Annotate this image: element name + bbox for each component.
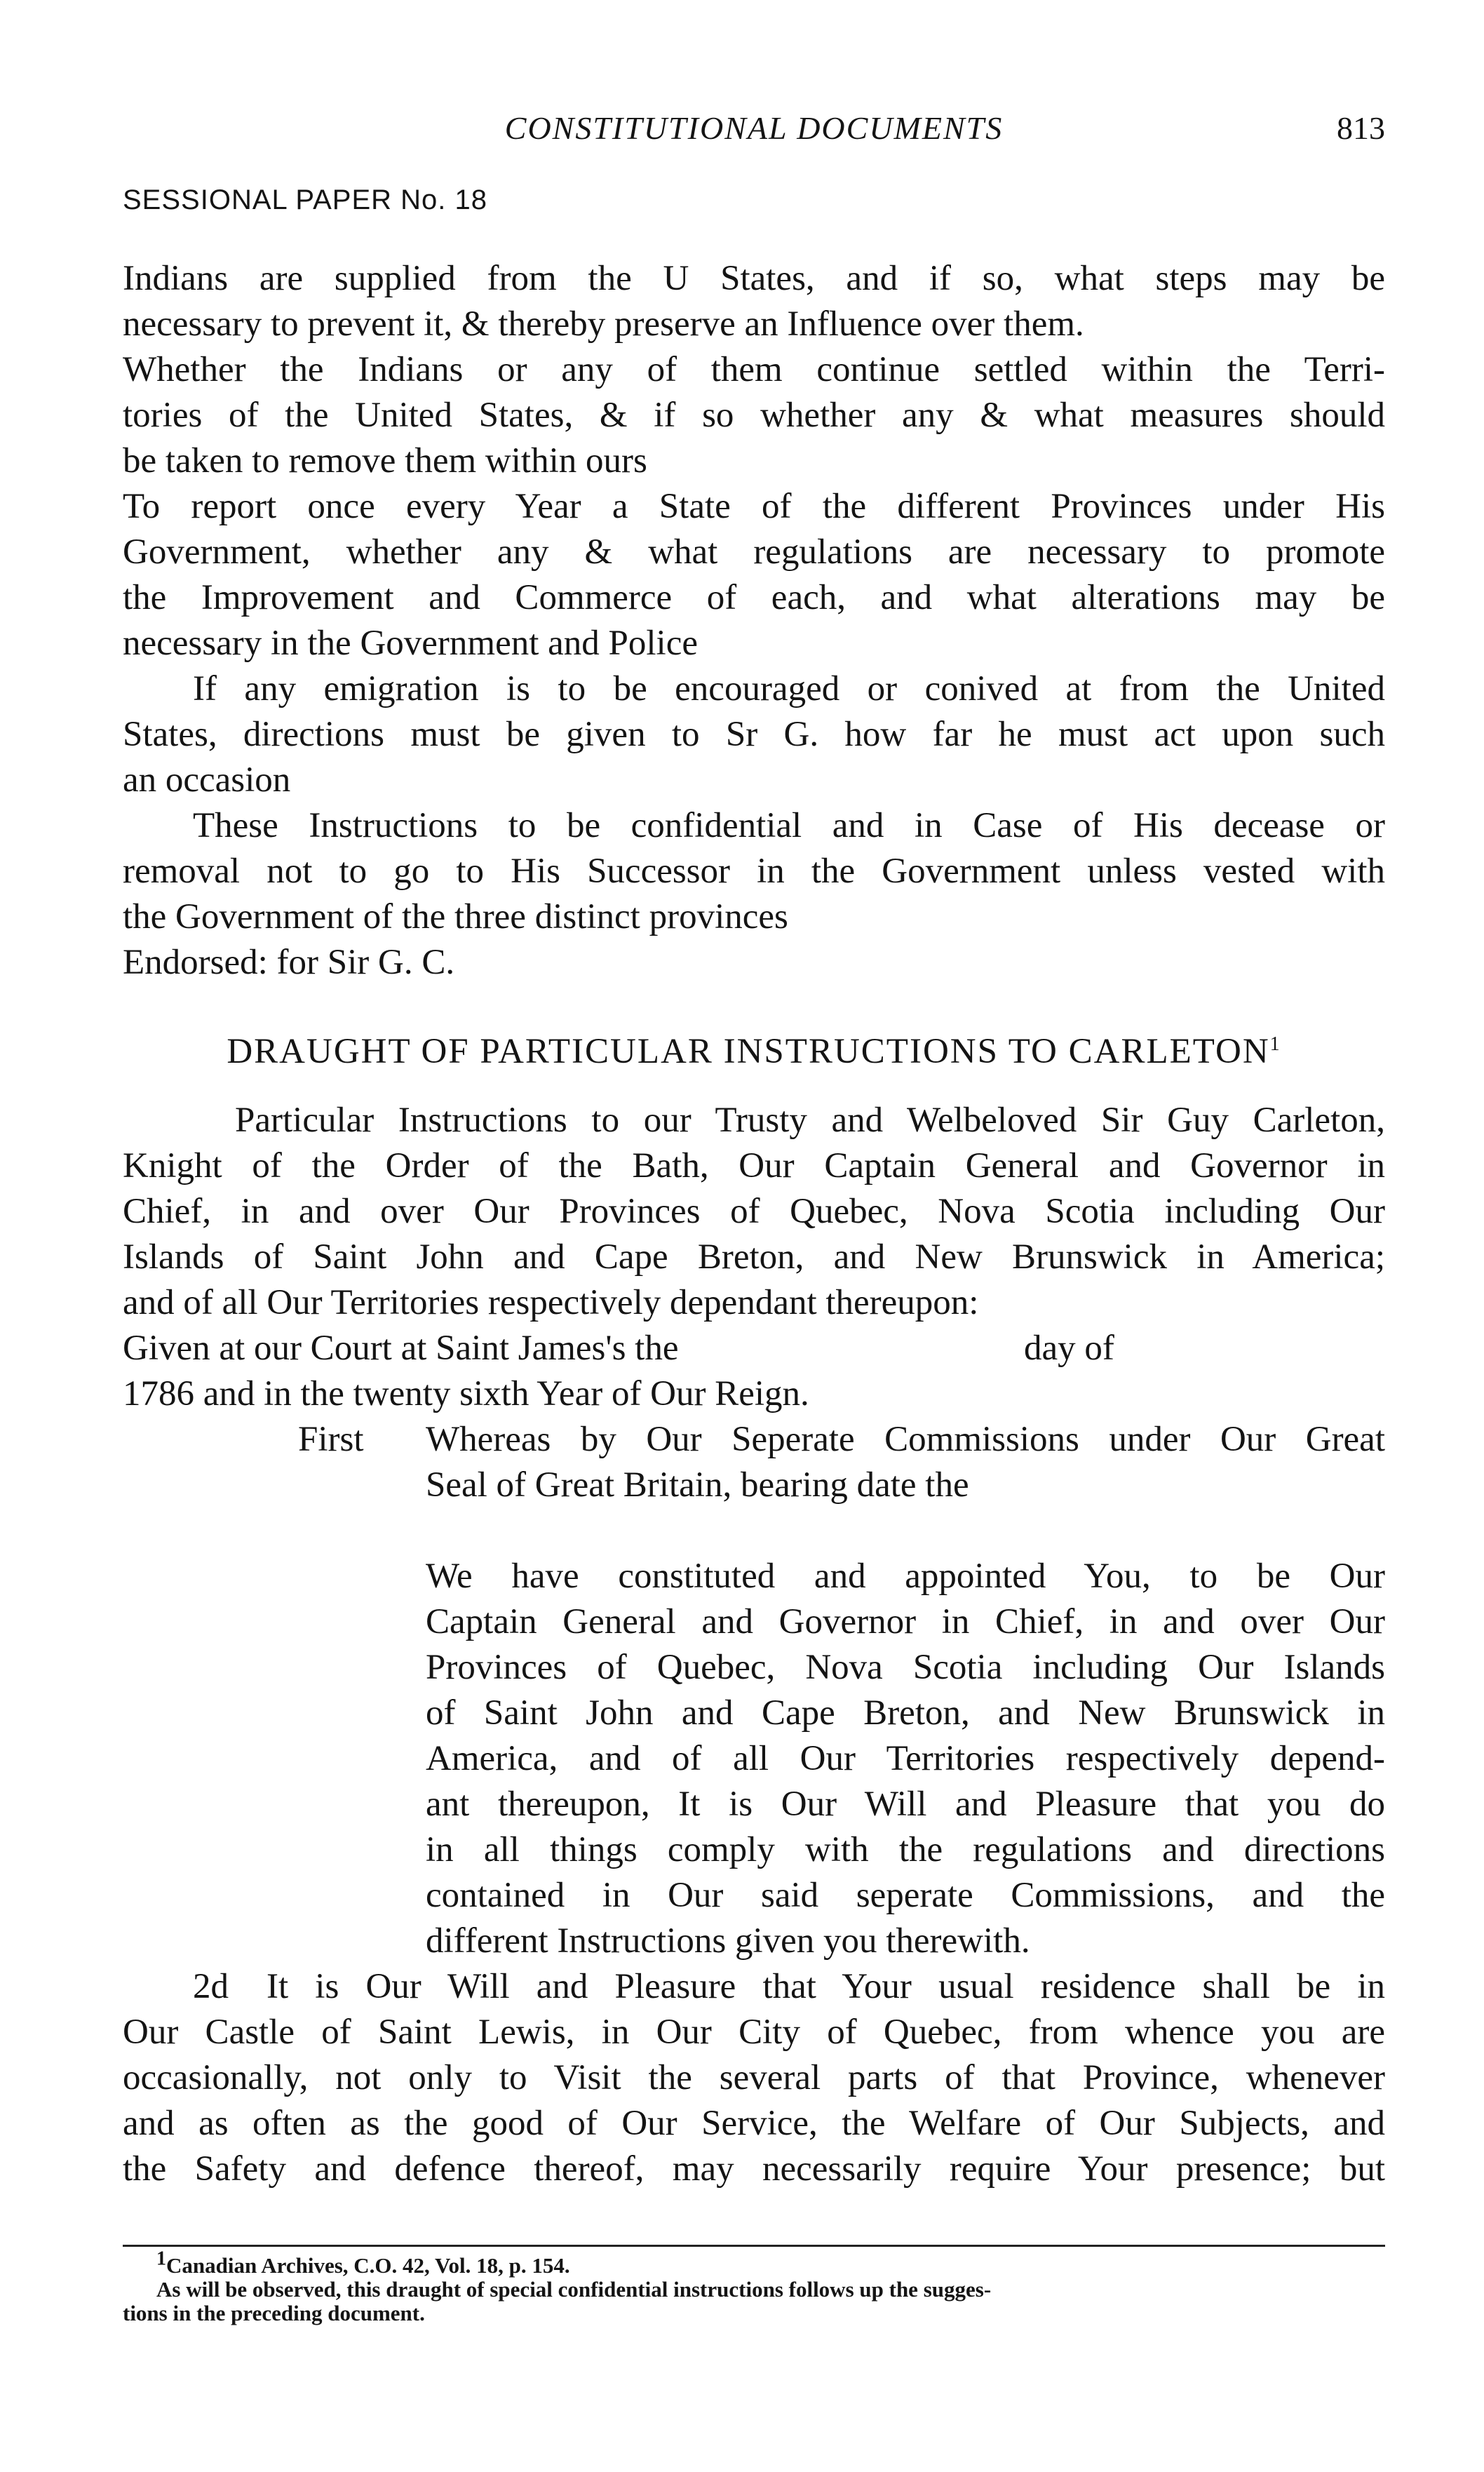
text-line: Seal of Great Britain, bearing date the (426, 1465, 969, 1505)
text-line: the Safety and defence thereof, may necessarily require Your presence; but (123, 2149, 1385, 2189)
text-line: and of all Our Territories respectively dependant thereupon: (123, 1283, 979, 1322)
text-line: removal not to go to His Successor in the Government unless vested with (123, 852, 1385, 891)
text-line: Our Castle of Saint Lewis, in Our City of Quebec, from whence you are (123, 2013, 1385, 2052)
preamble-block (123, 1098, 1385, 1417)
footnote-mark: 1 (156, 2248, 166, 2270)
footnote-citation: $^1$Canadian Archives, C.O. 42, Vol. 18, p. 154. (156, 2248, 570, 2278)
clause-second (123, 1964, 1385, 2192)
text-line: necessary in the Government and Police (123, 624, 698, 663)
text-line: Chief, in and over Our Provinces of Quebec, Nova Scotia including Our (123, 1192, 1385, 1231)
text-line: necessary to prevent it, & thereby preserve an Influence over them. (123, 304, 1084, 344)
text-line: of Saint John and Cape Breton, and New Brunswick in (426, 1693, 1385, 1733)
continuation-block (123, 256, 1385, 986)
clause-label: First (298, 1420, 364, 1459)
text-line: tories of the United States, & if so whether any & what measures should (123, 396, 1385, 435)
endorsement-line: Endorsed: for Sir G. C. (123, 943, 455, 982)
text-line: occasionally, not only to Visit the several parts of that Province, whenever (123, 2058, 1385, 2097)
text-line: Indians are supplied from the U States, and if so, what steps may be (123, 259, 1385, 298)
footnote-note-line: As will be observed, this draught of special confidential instructions follows up the sugges- (156, 2277, 992, 2302)
text-line: Captain General and Governor in Chief, in and over Our (426, 1602, 1385, 1641)
text-line: To report once every Year a State of the different Provinces under His (123, 487, 1385, 526)
section-heading (123, 1031, 1385, 1072)
text-line: Particular Instructions to our Trusty and Welbeloved Sir Guy Carleton, (235, 1101, 1385, 1140)
text-line: We have constituted and appointed You, to be Our (426, 1557, 1385, 1596)
footnotes (123, 2248, 1385, 2325)
text-line: the Improvement and Commerce of each, and what alterations may be (123, 578, 1385, 617)
footnote-divider (123, 2245, 1385, 2247)
text-line: and as often as the good of Our Service, the Welfare of Our Subjects, and (123, 2104, 1385, 2143)
page-number: 813 (1337, 110, 1385, 146)
text-line: States, directions must be given to Sr G. how far he must act upon such (123, 715, 1385, 754)
running-head (123, 105, 1385, 154)
text-line: an occasion (123, 760, 291, 800)
text-line: in all things comply with the regulations and directions (426, 1830, 1385, 1869)
clause-text-b (426, 1554, 1385, 1964)
text-line: different Instructions given you therewith. (426, 1921, 1030, 1961)
clause-text-a (426, 1417, 1385, 1508)
text-line: These Instructions to be confidential and in Case of His decease or (193, 806, 1385, 845)
text-line: Provinces of Quebec, Nova Scotia including Our Islands (426, 1648, 1385, 1687)
text-line: It is Our Will and Pleasure that Your usual residence shall be in (267, 1967, 1385, 2006)
text-line: Government, whether any & what regulations are necessary to promote (123, 532, 1385, 572)
clause-label: 2d (193, 1967, 229, 2006)
text-line: Knight of the Order of the Bath, Our Captain General and Governor in (123, 1146, 1385, 1185)
sessional-paper-label: SESSIONAL PAPER No. 18 (123, 184, 487, 215)
footnote-reference: 1 (1269, 1033, 1281, 1055)
text-line: 1786 and in the twenty sixth Year of Our Reign. (123, 1374, 809, 1413)
given-line (123, 1326, 1385, 1371)
footnote-note-line: tions in the preceding document. (123, 2301, 425, 2325)
running-title: CONSTITUTIONAL DOCUMENTS (504, 110, 1004, 146)
clause-first-line (123, 1964, 1385, 2010)
given-line-right: day of (1024, 1329, 1114, 1368)
text-line: If any emigration is to be encouraged or conived at from the United (193, 669, 1385, 708)
given-line-left: Given at our Court at Saint James's the (123, 1329, 679, 1368)
text-line: Whether the Indians or any of them continue settled within the Terri- (123, 350, 1385, 389)
text-line: Whereas by Our Seperate Commissions under Our Great (426, 1420, 1385, 1459)
text-line: America, and of all Our Territories respectively depend- (426, 1739, 1385, 1778)
text-line: the Government of the three distinct provinces (123, 897, 788, 936)
heading-text: DRAUGHT OF PARTICULAR INSTRUCTIONS TO CARLETON (227, 1032, 1270, 1071)
text-line: ant thereupon, It is Our Will and Pleasure that you do (426, 1785, 1385, 1824)
text-line: Islands of Saint John and Cape Breton, and New Brunswick in America; (123, 1237, 1385, 1277)
text-line: be taken to remove them within ours (123, 441, 647, 481)
text-line: contained in Our said seperate Commissions, and the (426, 1876, 1385, 1915)
